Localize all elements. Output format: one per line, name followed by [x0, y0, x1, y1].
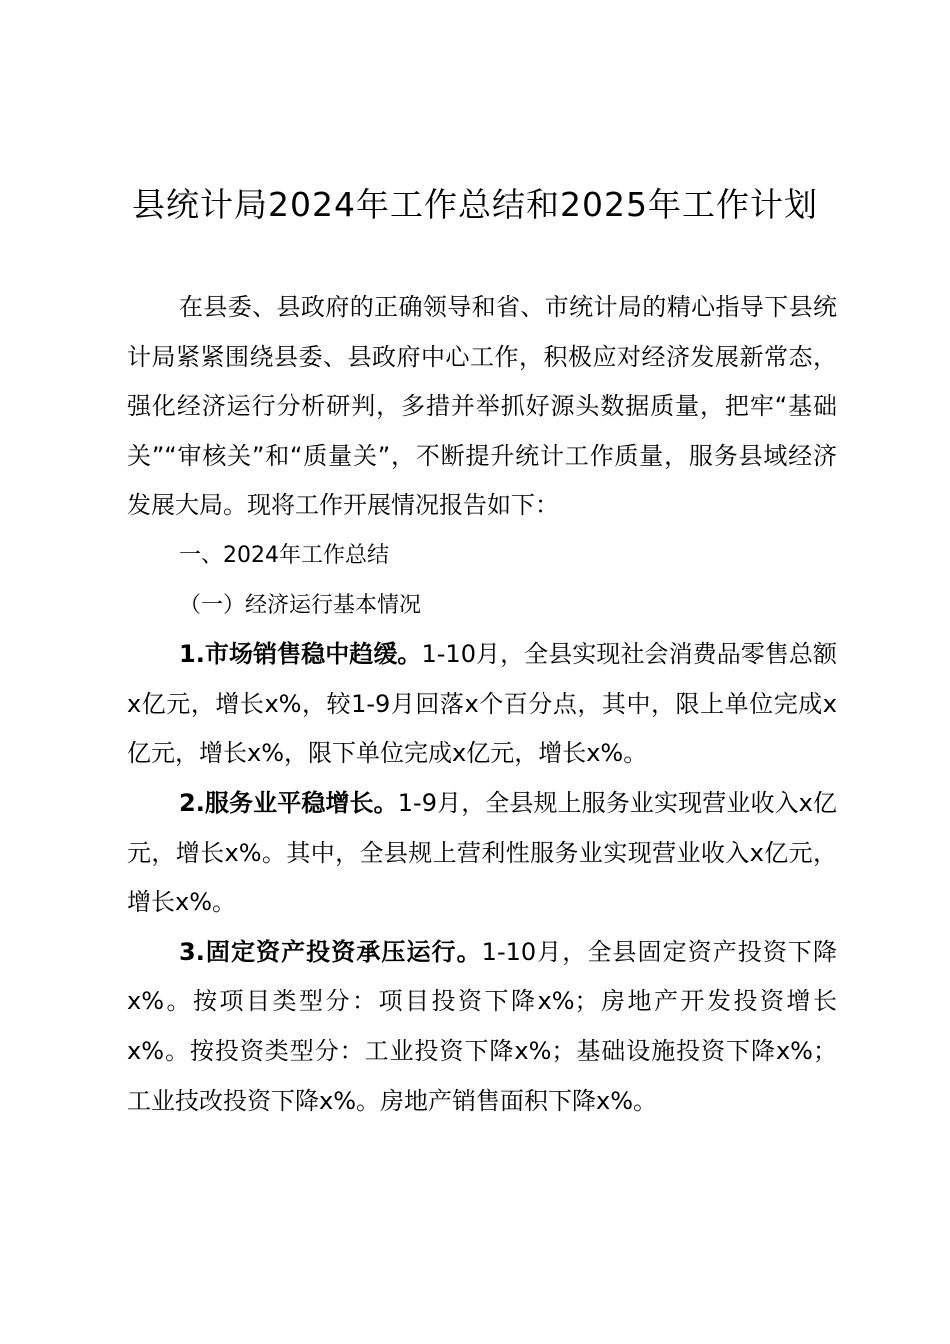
document-title: 县统计局2024年工作总结和2025年工作计划	[132, 185, 818, 224]
section-heading: 一、2024年工作总结	[179, 542, 389, 568]
item-text: 1-10月，全县实现社会消费品零售总额x亿元，增长x%，较1-9月回落x个百分点，其中，限上单位完成x亿元，增长x%，限下单位完成x亿元，增长x%。	[127, 640, 837, 768]
item-text: 1-10月，全县固定资产投资下降x%。按项目类型分：项目投资下降x%；房地产开发投资增长x%。按投资类型分：工业投资下降x%；基础设施投资下降x%；工业技改投资下降x%。房地产销售面积下降x%。	[127, 937, 837, 1115]
item-paragraph-services	[127, 779, 837, 928]
item-text: 1-9月，全县规上服务业实现营业收入x亿元，增长x%。其中，全县规上营利性服务业实现营业收入x亿元，增长x%。	[127, 788, 837, 917]
document-body	[127, 283, 837, 1126]
item-lead: 1.市场销售稳中趋缓。	[179, 640, 422, 669]
item-lead: 3.固定资产投资承压运行。	[179, 937, 482, 966]
item-paragraph-investment	[127, 928, 837, 1126]
intro-paragraph: 在县委、县政府的正确领导和省、市统计局的精心指导下县统计局紧紧围绕县委、县政府中心工作，积极应对经济发展新常态，强化经济运行分析研判，多措并举抓好源头数据质量，把牢“基础关”“审核关”和“质量关”，不断提升统计工作质量，服务县域经济发展大局。现将工作开展情况报告如下：	[127, 293, 837, 520]
item-paragraph-market-sales	[127, 630, 837, 779]
item-lead: 2.服务业平稳增长。	[179, 788, 398, 817]
subsection-heading: （一）经济运行基本情况	[179, 592, 422, 618]
